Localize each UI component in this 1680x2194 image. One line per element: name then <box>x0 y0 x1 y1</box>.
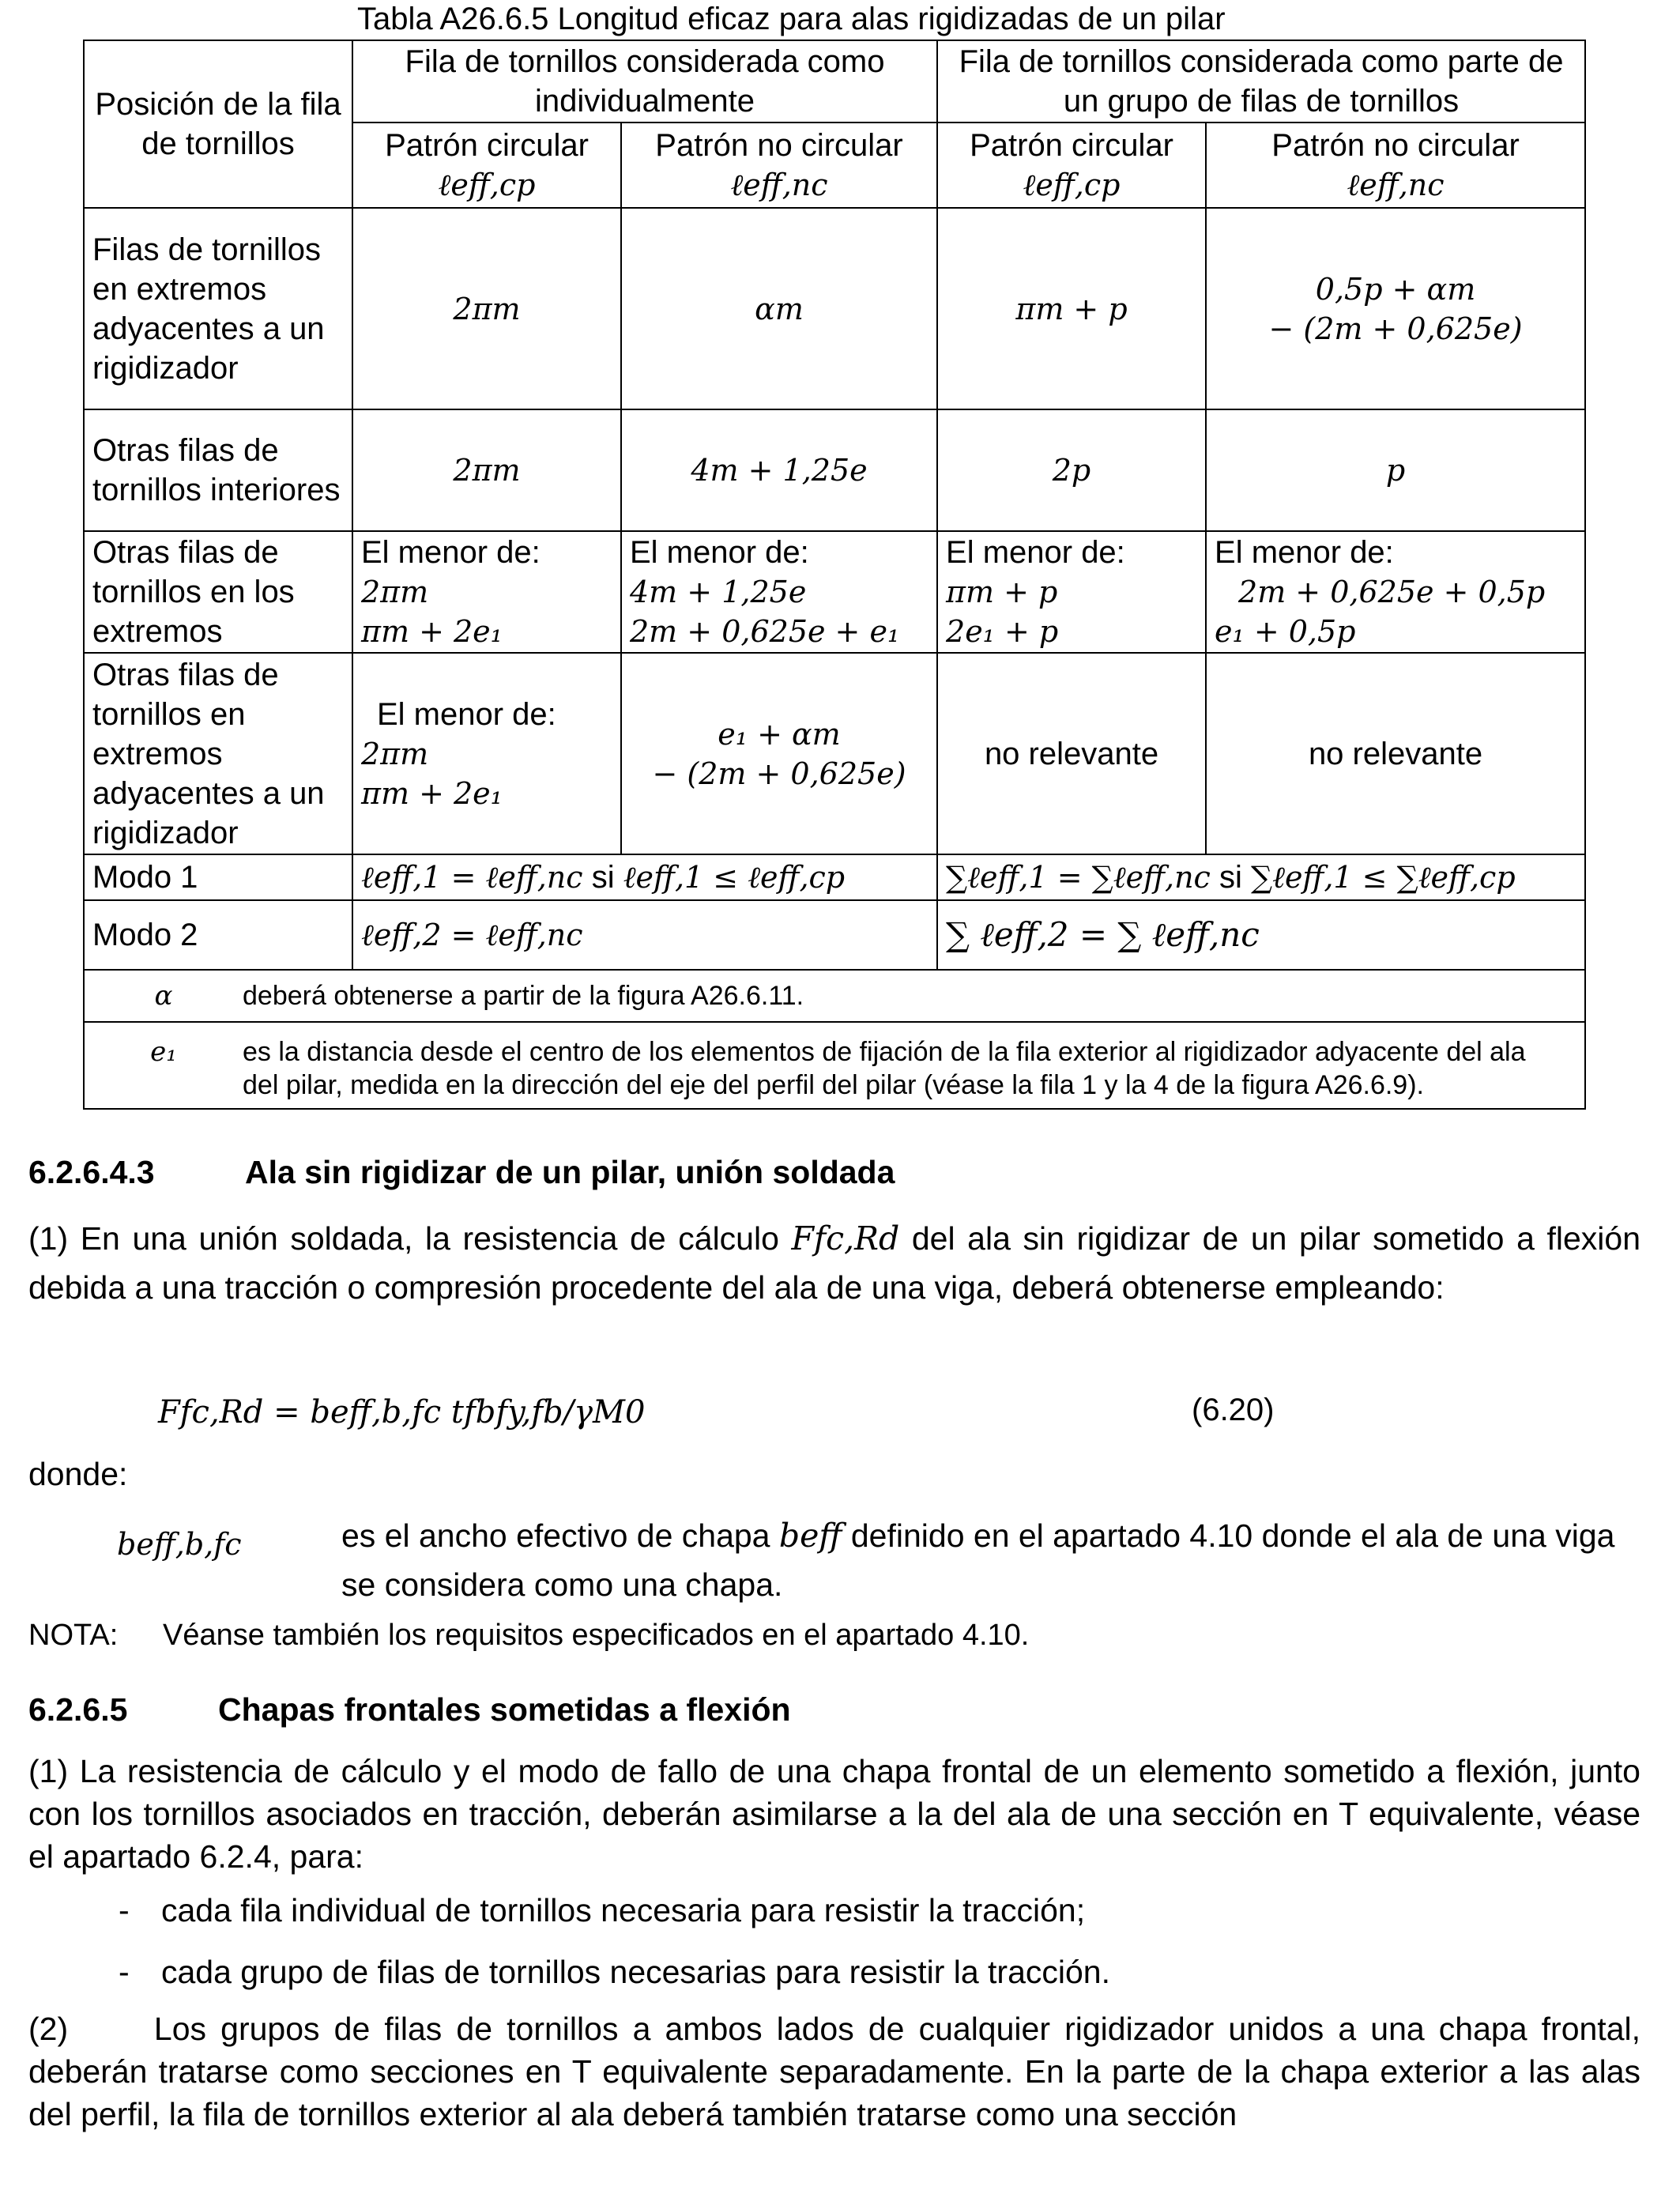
cell: El menor de: 2πm πm + 2e₁ <box>352 531 621 653</box>
header-group: Fila de tornillos considerada como parte de un grupo de filas de tornillos <box>937 40 1585 123</box>
table-note <box>84 1022 1585 1109</box>
note-label: NOTA: <box>28 1619 119 1652</box>
definition-symbol: beff,b,fc <box>117 1527 242 1562</box>
where-label: donde: <box>28 1456 128 1492</box>
cell: 2πm <box>352 409 621 531</box>
note-symbol: e₁ <box>150 1036 177 1068</box>
cell: πm + p <box>937 208 1206 409</box>
paragraph: (1) La resistencia de cálculo y el modo de fallo de una chapa frontal de un elemento sometido a flexión, junto con los tornillos asociados en tracción, deberán asimilarse a la del ala de una sección en T equivalente, véase el apartado 6.2.4, para: <box>28 1753 1640 1875</box>
table-row <box>84 208 1585 409</box>
row-label: Modo 1 <box>84 854 352 900</box>
cell: no relevante <box>1206 653 1585 854</box>
table-note <box>84 970 1585 1022</box>
equation-number: (6.20) <box>1192 1393 1275 1427</box>
table-row <box>84 409 1585 531</box>
note-text: es la distancia desde el centro de los elementos de fijación de la fila exterior al rigidizador adyacente del ala del pilar, medida en la dirección del eje del perfil del pilar (véase la fila 1 y la 4 de la figura A26.6.9). <box>243 1037 1526 1100</box>
table-row <box>84 653 1585 854</box>
header-noncircular-ind: Patrón no circular ℓeff,nc <box>621 123 937 208</box>
mode2-group: ∑ ℓeff,2 = ∑ ℓeff,nc <box>937 900 1585 970</box>
row-label: Modo 2 <box>84 900 352 970</box>
cell: 2πm <box>352 208 621 409</box>
header-position: Posición de la fila de tornillos <box>84 40 352 208</box>
equation: Ffc,Rd = beff,b,fc tfbfy,fb/γM0 <box>158 1394 646 1431</box>
cell: no relevante <box>937 653 1206 854</box>
cell: 4m + 1,25e <box>621 409 937 531</box>
effective-length-table <box>83 40 1586 1110</box>
header-circular-grp: Patrón circular ℓeff,cp <box>937 123 1206 208</box>
paragraph: (1) En una unión soldada, la resistencia de cálculo Ffc,Rd del ala sin rigidizar de un pilar sometido a flexión debida a una tracción o compresión procedente del ala de una viga, deberá obtenerse empleando: <box>28 1220 1640 1306</box>
header-circular-ind: Patrón circular ℓeff,cp <box>352 123 621 208</box>
mode1-group: ∑ℓeff,1 = ∑ℓeff,nc si ∑ℓeff,1 ≤ ∑ℓeff,cp <box>937 854 1585 900</box>
row-label: Otras filas de tornillos en extremos adyacentes a un rigidizador <box>84 653 352 854</box>
cell: 2p <box>937 409 1206 531</box>
note-symbol: α <box>154 980 173 1012</box>
cell: El menor de: 2m + 0,625e + 0,5p e₁ + 0,5p <box>1206 531 1585 653</box>
section-heading: 6.2.6.4.3 Ala sin rigidizar de un pilar, unión soldada <box>28 1154 895 1190</box>
row-label: Otras filas de tornillos en los extremos <box>84 531 352 653</box>
row-label: Filas de tornillos en extremos adyacentes a un rigidizador <box>84 208 352 409</box>
header-individual: Fila de tornillos considerada como individualmente <box>352 40 937 123</box>
row-label: Otras filas de tornillos interiores <box>84 409 352 531</box>
mode1-individual: ℓeff,1 = ℓeff,nc si ℓeff,1 ≤ ℓeff,cp <box>352 854 937 900</box>
note-text: deberá obtenerse a partir de la figura A26.6.11. <box>243 981 804 1011</box>
definition-text: es el ancho efectivo de chapa beff definido en el apartado 4.10 donde el ala de una viga se considera como una chapa. <box>341 1517 1615 1603</box>
table-title: Tabla A26.6.5 Longitud eficaz para alas rigidizadas de un pilar <box>357 2 1226 36</box>
cell: El menor de: 2πm πm + 2e₁ <box>352 653 621 854</box>
section-heading: 6.2.6.5 Chapas frontales sometidas a flexión <box>28 1691 791 1728</box>
cell: El menor de: πm + p 2e₁ + p <box>937 531 1206 653</box>
cell: αm <box>621 208 937 409</box>
table-row <box>84 531 1585 653</box>
note-text: Véanse también los requisitos especificados en el apartado 4.10. <box>163 1619 1030 1652</box>
cell: e₁ + αm − (2m + 0,625e) <box>621 653 937 854</box>
cell: El menor de: 4m + 1,25e 2m + 0,625e + e₁ <box>621 531 937 653</box>
mode1-row <box>84 854 1585 900</box>
cell: 0,5p + αm − (2m + 0,625e) <box>1206 208 1585 409</box>
mode2-row <box>84 900 1585 970</box>
header-noncircular-grp: Patrón no circular ℓeff,nc <box>1206 123 1585 208</box>
paragraph: (2) Los grupos de filas de tornillos a ambos lados de cualquier rigidizador unidos a una chapa frontal, deberán tratarse como secciones en T equivalente separadamente. En la parte de la chapa exterior a las alas del perfil, la fila de tornillos exterior al ala deberá también tratarse como una sección <box>28 2011 1650 2132</box>
mode2-individual: ℓeff,2 = ℓeff,nc <box>352 900 937 970</box>
cell: p <box>1206 409 1585 531</box>
